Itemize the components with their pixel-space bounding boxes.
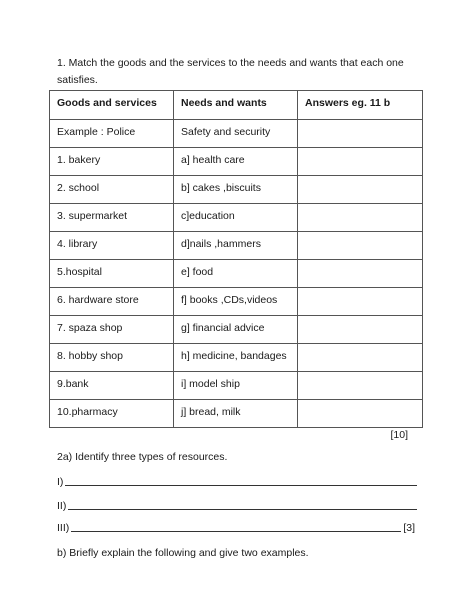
answer-line-label: I)	[57, 476, 64, 488]
table-row	[50, 316, 423, 344]
answer-cell[interactable]	[298, 316, 423, 344]
answer-cell[interactable]	[298, 176, 423, 204]
goods-cell: 4. library	[50, 232, 174, 260]
table-header-row	[50, 91, 423, 120]
answer-line-rule	[65, 484, 417, 486]
table-row	[50, 344, 423, 372]
goods-cell: 5.hospital	[50, 260, 174, 288]
goods-cell: 6. hardware store	[50, 288, 174, 316]
marks-q2a: [3]	[403, 522, 415, 534]
needs-cell: j] bread, milk	[174, 400, 298, 428]
question-2b-text: b) Briefly explain the following and give two examples.	[57, 547, 309, 559]
needs-cell: g] financial advice	[174, 316, 298, 344]
header-goods-and-services: Goods and services	[50, 91, 174, 120]
answer-line-rule	[71, 530, 401, 532]
goods-cell: Example : Police	[50, 120, 174, 148]
table-row	[50, 288, 423, 316]
question-2a-text: 2a) Identify three types of resources.	[57, 451, 228, 463]
goods-cell: 9.bank	[50, 372, 174, 400]
needs-cell: e] food	[174, 260, 298, 288]
marks-q1: [10]	[390, 429, 408, 441]
table-row	[50, 400, 423, 428]
needs-cell: a] health care	[174, 148, 298, 176]
header-answers: Answers eg. 11 b	[298, 91, 423, 120]
table-row	[50, 148, 423, 176]
answer-line-2[interactable]	[57, 498, 419, 512]
answer-cell[interactable]	[298, 204, 423, 232]
header-needs-and-wants: Needs and wants	[174, 91, 298, 120]
answer-cell[interactable]	[298, 344, 423, 372]
needs-cell: h] medicine, bandages	[174, 344, 298, 372]
table-row	[50, 204, 423, 232]
goods-cell: 7. spaza shop	[50, 316, 174, 344]
answer-cell[interactable]	[298, 260, 423, 288]
answer-line-1[interactable]	[57, 474, 419, 488]
table-row	[50, 176, 423, 204]
needs-cell: i] model ship	[174, 372, 298, 400]
goods-cell: 2. school	[50, 176, 174, 204]
goods-cell: 3. supermarket	[50, 204, 174, 232]
table-row	[50, 120, 423, 148]
needs-cell: d]nails ,hammers	[174, 232, 298, 260]
answer-line-label: II)	[57, 500, 67, 512]
goods-cell: 1. bakery	[50, 148, 174, 176]
table-row	[50, 372, 423, 400]
needs-cell: b] cakes ,biscuits	[174, 176, 298, 204]
answer-line-3[interactable]	[57, 520, 415, 534]
answer-line-label: III)	[57, 522, 70, 534]
matching-table	[49, 90, 423, 428]
needs-cell: Safety and security	[174, 120, 298, 148]
needs-cell: f] books ,CDs,videos	[174, 288, 298, 316]
needs-cell: c]education	[174, 204, 298, 232]
answer-cell[interactable]	[298, 232, 423, 260]
answer-cell[interactable]	[298, 372, 423, 400]
goods-cell: 8. hobby shop	[50, 344, 174, 372]
table-row	[50, 260, 423, 288]
answer-cell[interactable]	[298, 400, 423, 428]
answer-cell[interactable]	[298, 288, 423, 316]
table-row	[50, 232, 423, 260]
goods-cell: 10.pharmacy	[50, 400, 174, 428]
question-1-text: 1. Match the goods and the services to the needs and wants that each one satisfies.	[57, 57, 404, 86]
answer-cell[interactable]	[298, 148, 423, 176]
answer-line-rule	[68, 508, 417, 510]
answer-cell[interactable]	[298, 120, 423, 148]
